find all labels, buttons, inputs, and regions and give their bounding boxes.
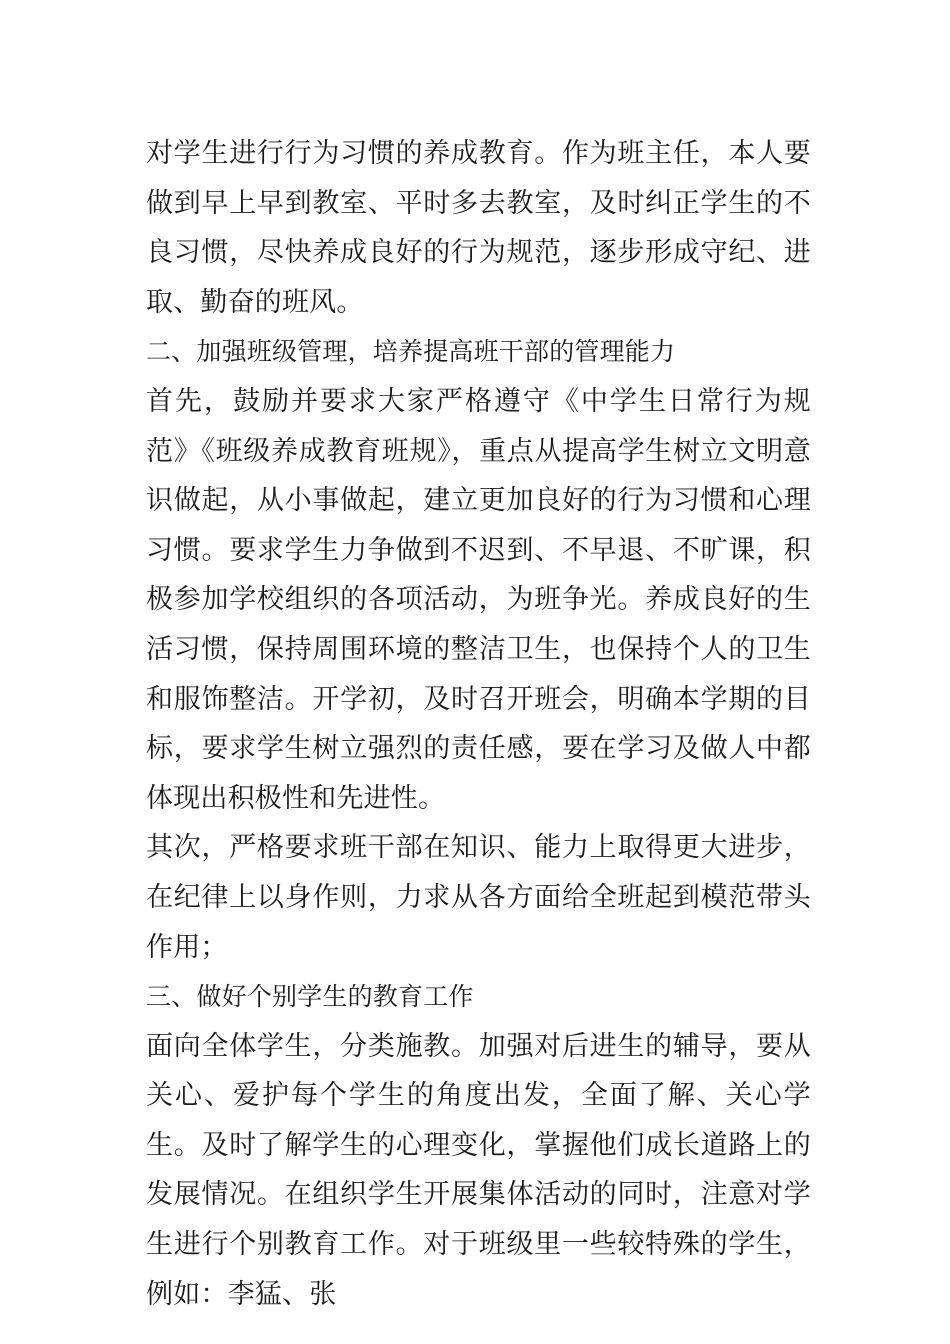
paragraph-individual-students: 面向全体学生，分类施教。加强对后进生的辅导，要从关心、爱护每个学生的角度出发，全面了解、关心学生。及时了解学生的心理变化，掌握他们成长道路上的发展情况。在组织学生开展集体活动的同时，注意对学生进行个别教育工作。对于班级里一些较特殊的学生，例如：李猛、张 [146, 1030, 811, 1310]
paragraph-first-measures: 首先，鼓励并要求大家严格遵守《中学生日常行为规范》《班级养成教育班规》，重点从提高学生树立文明意识做起，从小事做起，建立更加良好的行为习惯和心理习惯。要求学生力争做到不迟到、不早退、不旷课，积极参加学校组织的各项活动，为班争光。养成良好的生活习惯，保持周围环境的整洁卫生，也保持个人的卫生和服饰整洁。开学初，及时召开班会，明确本学期的目标，要求学生树立强烈的责任感，要在学习及做人中都体现出积极性和先进性。 [146, 385, 811, 814]
paragraph-habit-education: 对学生进行行为习惯的养成教育。作为班主任，本人要做到早上早到教室、平时多去教室，及时纠正学生的不良习惯，尽快养成良好的行为规范，逐步形成守纪、进取、勤奋的班风。 [146, 138, 811, 318]
section-heading-individual-education: 三、做好个别学生的教育工作 [146, 982, 474, 1012]
section-heading-class-management: 二、加强班级管理，培养提高班干部的管理能力 [146, 337, 676, 367]
paragraph-class-cadres: 其次，严格要求班干部在知识、能力上取得更大进步，在纪律上以身作则，力求从各方面给全班起到模范带头作用； [146, 832, 811, 963]
document-body [146, 129, 811, 1319]
